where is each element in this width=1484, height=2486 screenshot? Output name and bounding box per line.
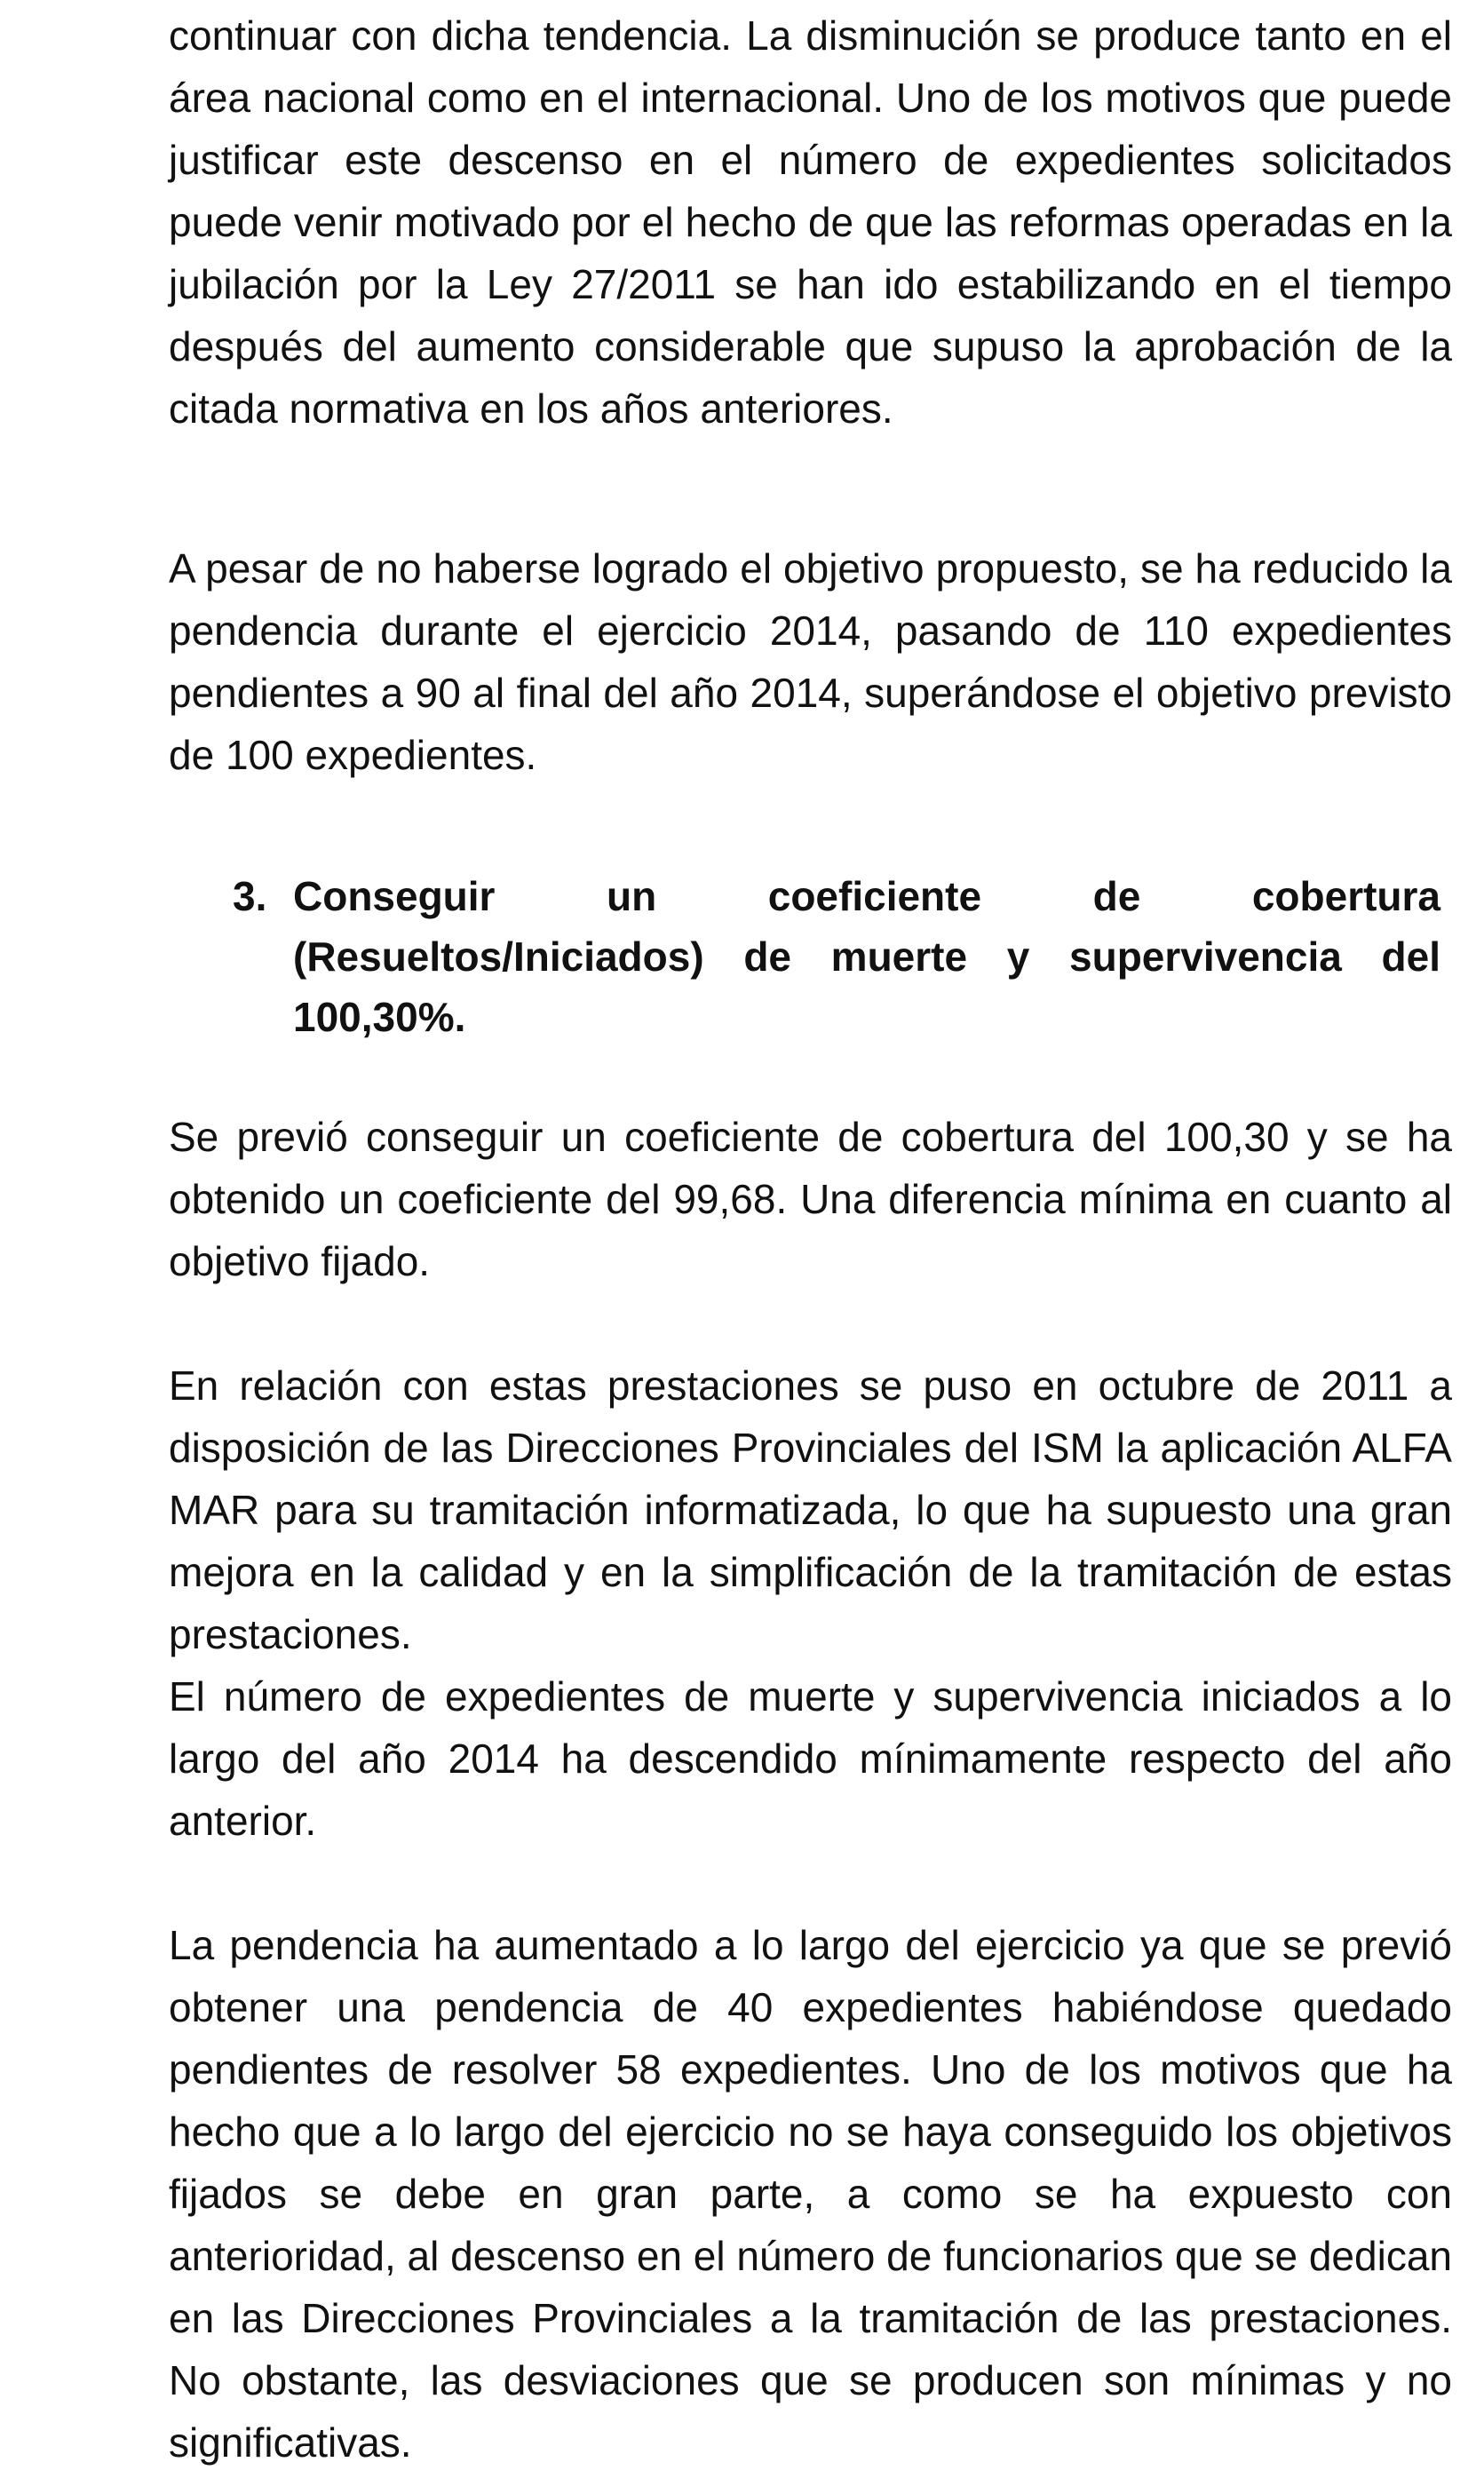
heading-text: Conseguir un coeficiente de cobertura (Resueltos/Iniciados) de muerte y supervivencia del 100,30%. <box>293 873 1440 1040</box>
paragraph-expedientes-iniciados: El número de expedientes de muerte y supervivencia iniciados a lo largo del año 2014 ha descendido mínimamente respecto del año anterior. <box>169 1673 1452 1844</box>
paragraph-pendencia-aumentado: La pendencia ha aumentado a lo largo del ejercicio ya que se previó obtener una pendencia de 40 expedientes habiéndose quedado pendientes de resolver 58 expedientes. Uno de los motivos que ha hecho que a lo largo del ejercicio no se haya conseguido los objetivos fijados se debe en gran parte, a como se ha expuesto con anterioridad, al descenso en el número de funcionarios que se dedican en las Direcciones Provinciales a la tramitación de las prestaciones. No obstante, las desviaciones que se producen son mínimas y no significativas. <box>169 1922 1452 2466</box>
paragraph-jubilacion-tendencia: continuar con dicha tendencia. La disminución se produce tanto en el área nacional como en el internacional. Uno de los motivos que puede justificar este descenso en el número de expedientes solicitados puede venir motivado por el hecho de que las reformas operadas en la jubilación por la Ley 27/2011 se han ido estabilizando en el tiempo después del aumento considerable que supuso la aprobación de la citada normativa en los años anteriores. <box>169 12 1452 432</box>
section-heading-3 <box>233 866 1440 1047</box>
paragraph-group-alfa-mar <box>169 1354 1452 1852</box>
paragraph-alfa-mar: En relación con estas prestaciones se puso en octubre de 2011 a disposición de las Direcciones Provinciales del ISM la aplicación ALFA MAR para su tramitación informatizada, lo que ha supuesto una gran mejora en la calidad y en la simplificación de la tramitación de estas prestaciones. <box>169 1362 1452 1657</box>
paragraph-coeficiente-cobertura: Se previó conseguir un coeficiente de cobertura del 100,30 y se ha obtenido un coeficiente del 99,68. Una diferencia mínima en cuanto al objetivo fijado. <box>169 1114 1452 1284</box>
heading-number: 3. <box>233 873 267 919</box>
paragraph-pendencia-2014: A pesar de no haberse logrado el objetivo propuesto, se ha reducido la pendencia durante el ejercicio 2014, pasando de 110 expedientes pendientes a 90 al final del año 2014, superándose el objetivo previsto de 100 expedientes. <box>169 545 1452 778</box>
